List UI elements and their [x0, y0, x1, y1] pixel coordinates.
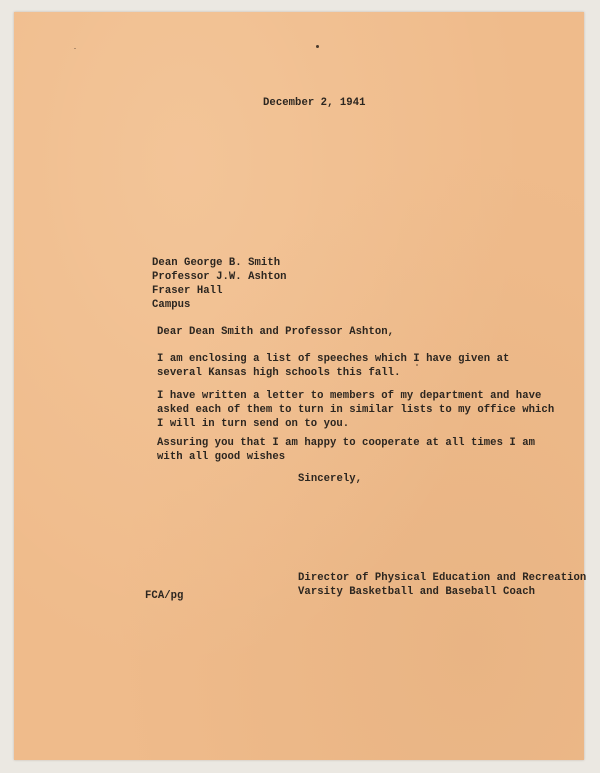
letter-date: December 2, 1941 — [263, 97, 366, 109]
signature-title-line-1: Director of Physical Education and Recreation — [298, 572, 587, 584]
paragraph-1-line-2: several Kansas high schools this fall. — [157, 367, 401, 379]
letter-page — [14, 12, 587, 760]
recipient-name-2: Professor J.W. Ashton — [152, 271, 287, 283]
salutation: Dear Dean Smith and Professor Ashton, — [157, 326, 395, 338]
typist-initials: FCA/pg — [145, 590, 184, 602]
paragraph-2-line-2: asked each of them to turn in similar lists to my office which — [157, 404, 555, 416]
recipient-name: Dean George B. Smith — [152, 257, 281, 269]
paragraph-2-line-3: I will in turn send on to you. — [157, 418, 350, 430]
ink-speck — [316, 45, 319, 48]
paragraph-1-line-1: I am enclosing a list of speeches which I have given at — [157, 353, 510, 365]
paragraph-2-line-1: I have written a letter to members of my department and have — [157, 390, 542, 402]
ink-speck — [74, 48, 76, 49]
paragraph-3-line-2: with all good wishes — [157, 451, 286, 463]
recipient-building: Fraser Hall — [152, 285, 223, 297]
recipient-location: Campus — [152, 299, 191, 311]
signature-title-line-2: Varsity Basketball and Baseball Coach — [298, 586, 536, 598]
paragraph-3-line-1: Assuring you that I am happy to cooperate at all times I am — [157, 437, 536, 449]
closing: Sincerely, — [298, 473, 363, 485]
